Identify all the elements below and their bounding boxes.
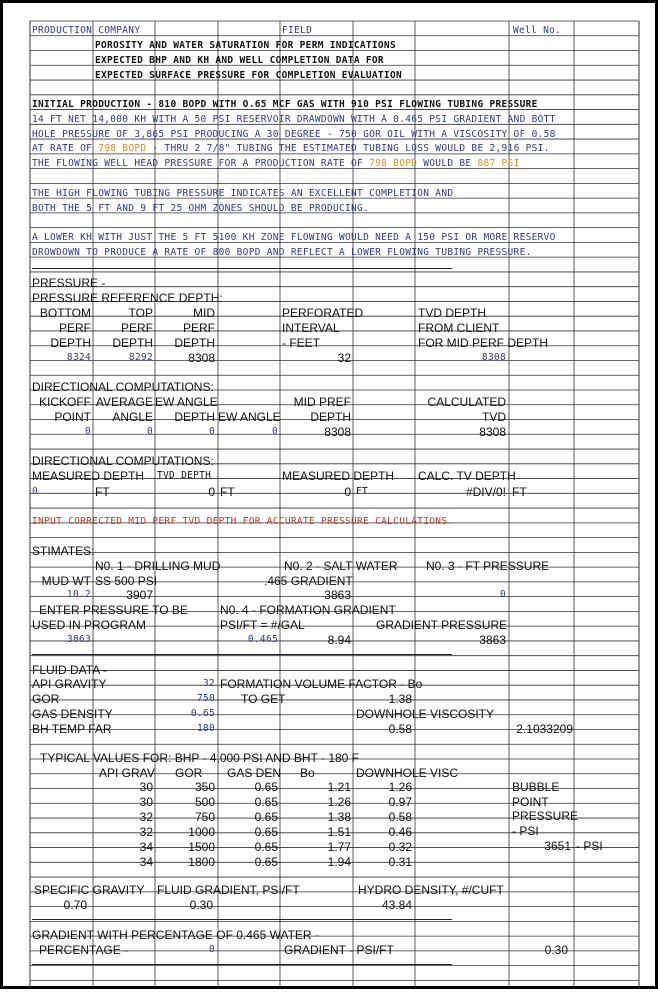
bh-temp-value[interactable]: 180 bbox=[196, 723, 215, 734]
depth-header-1: DEPTH bbox=[50, 336, 91, 350]
from-client-header: FROM CLIENT bbox=[418, 321, 500, 335]
typical-gasden-cell[interactable]: 0.65 bbox=[254, 855, 278, 869]
measured-depth-header-2: MEASURED DEPTH bbox=[282, 469, 395, 483]
col-gor: GOR bbox=[175, 766, 203, 780]
estimates-title: STIMATES: bbox=[32, 544, 95, 558]
no1-drilling-mud: N0. 1 - DRILLING MUD bbox=[95, 559, 221, 573]
typical-gasden-cell[interactable]: 0.65 bbox=[254, 840, 278, 854]
calc-tv-depth-value[interactable]: #DIV/0! bbox=[465, 485, 506, 499]
lb-gal-value[interactable]: 8.94 bbox=[327, 633, 351, 647]
typical-visc-cell[interactable]: 0.97 bbox=[388, 795, 412, 809]
depth-header: DEPTH bbox=[174, 410, 215, 424]
note-line-2[interactable]: 14 FT NET 14,000 KH WITH A 50 PSI RESERVOIR DRAWDOWN WITH A 0.465 PSI GRADIENT AND BOTT bbox=[32, 114, 556, 125]
typical-gor-cell[interactable]: 350 bbox=[194, 780, 215, 794]
company-name[interactable]: PRODUCTION COMPANY bbox=[32, 25, 141, 36]
calculated-header: CALCULATED bbox=[427, 395, 506, 409]
gradient-pressure-value[interactable]: 3863 bbox=[479, 633, 506, 647]
top-header: TOP bbox=[128, 306, 153, 320]
divider-rule bbox=[32, 268, 452, 269]
interval-header: INTERVAL bbox=[282, 321, 340, 335]
rate-798-bopd-2: 798 BOPD bbox=[369, 158, 418, 169]
mid-pref-header: MID PREF bbox=[293, 395, 351, 409]
typical-api-cell[interactable]: 32 bbox=[139, 810, 153, 824]
mud-wt-label: MUD WT bbox=[41, 574, 91, 588]
typical-bo-cell[interactable]: 1.94 bbox=[327, 855, 351, 869]
bh-temp-label: BH TEMP FAR bbox=[32, 722, 112, 736]
gradient-465-label: .465 GRADIENT bbox=[264, 574, 353, 588]
perf-header-3: PERF bbox=[182, 321, 215, 335]
typical-values-title: TYPICAL VALUES FOR: BHP - 4,000 PSI AND BHT - 180 F bbox=[40, 751, 360, 765]
typical-api-cell[interactable]: 32 bbox=[139, 825, 153, 839]
bubble-point-value[interactable]: 3651 bbox=[544, 839, 571, 853]
viscosity-calc-value[interactable]: 2.1033209 bbox=[516, 722, 573, 736]
divider-rule-3 bbox=[32, 919, 452, 920]
input-correction-note: INPUT CORRECTED MID PERF TVD DEPTH FOR ACCURATE PRESSURE CALCULATIONS. bbox=[32, 516, 454, 527]
typical-visc-cell[interactable]: 0.58 bbox=[388, 810, 412, 824]
typical-gasden-cell[interactable]: 0.65 bbox=[254, 825, 278, 839]
typical-visc-cell[interactable]: 0.31 bbox=[388, 855, 412, 869]
mid-perf-depth-value[interactable]: 8308 bbox=[188, 351, 215, 365]
ft-pressure-value[interactable]: 0 bbox=[499, 589, 506, 600]
note-line-8[interactable]: A LOWER KH WITH JUST THE 5 FT 5100 KH ZONE FLOWING WOULD NEED A 150 PSI OR MORE RESERVO bbox=[32, 232, 556, 243]
ss500-label: SS 500 PSI bbox=[95, 574, 158, 588]
depth-value[interactable]: 0 bbox=[208, 426, 215, 437]
directional-title-2: DIRECTIONAL COMPUTATIONS: bbox=[32, 454, 214, 468]
bo-value[interactable]: 1.38 bbox=[388, 692, 412, 706]
gor-value[interactable]: 750 bbox=[196, 693, 215, 704]
no2-salt-water: N0. 2 - SALT WATER bbox=[284, 559, 398, 573]
field-label[interactable]: FIELD bbox=[282, 25, 313, 36]
note-line-5[interactable] bbox=[32, 157, 520, 171]
typical-gasden-cell[interactable]: 0.65 bbox=[254, 795, 278, 809]
tvd-depth-value[interactable]: 0 bbox=[208, 485, 215, 499]
rate-798-bopd: 798 BOPD bbox=[98, 143, 147, 154]
depth-header-3: DEPTH bbox=[174, 336, 215, 350]
downhole-viscosity-label: DOWNHOLE VISCOSITY bbox=[356, 707, 495, 721]
hydro-density-value[interactable]: 43.84 bbox=[381, 898, 412, 912]
note-line-4a: AT RATE OF bbox=[32, 143, 99, 154]
kickoff-header: KICKOFF bbox=[38, 395, 91, 409]
mid-header: MID bbox=[193, 306, 215, 320]
new-angle-header: EW ANGLE bbox=[155, 395, 218, 409]
api-gravity-value[interactable]: 32 bbox=[202, 678, 215, 689]
percentage-label: PERCENTAGE - bbox=[39, 943, 129, 957]
fluid-data-title: FLUID DATA - bbox=[32, 663, 107, 677]
note-line-9[interactable]: DROWDOWN TO PRODUCE A RATE OF 800 BOPD AND REFLECT A LOWER FLOWING TUBING PRESSURE. bbox=[32, 247, 532, 258]
measured-depth-value[interactable]: 0 bbox=[32, 486, 39, 497]
fvf-label: FORMATION VOLUME FACTOR - Bo bbox=[220, 677, 423, 691]
pressure-title: PRESSURE - bbox=[32, 276, 106, 290]
perforated-header: PERFORATED bbox=[282, 306, 364, 320]
note-line-5c: WOULD BE bbox=[417, 158, 478, 169]
header-line-1[interactable]: POROSITY AND WATER SATURATION FOR PERM INDICATIONS bbox=[95, 40, 396, 51]
measured-depth-unit-2: FT bbox=[356, 486, 369, 497]
well-no-label[interactable]: Well No. bbox=[513, 25, 562, 36]
bubble-label: BUBBLE bbox=[512, 780, 560, 794]
tvd-depth-unit: FT bbox=[220, 485, 235, 499]
perf-header-1: PERF bbox=[58, 321, 91, 335]
api-gravity-label: API GRAVITY bbox=[32, 677, 107, 691]
fluid-gradient-value[interactable]: 0.30 bbox=[189, 898, 213, 912]
typical-bo-cell[interactable]: 1.51 bbox=[327, 825, 351, 839]
typical-api-cell[interactable]: 34 bbox=[139, 840, 153, 854]
typical-bo-cell[interactable]: 1.77 bbox=[327, 840, 351, 854]
calculated-tvd-value[interactable]: 8308 bbox=[479, 425, 506, 439]
calc-tv-depth-header: CALC. TV DEPTH bbox=[418, 469, 516, 483]
salt-water-value[interactable]: 3863 bbox=[324, 588, 351, 602]
header-line-2[interactable]: EXPECTED BHP AND KH AND WELL COMPLETION DATA FOR bbox=[95, 55, 384, 66]
gradient-pressure-label: GRADIENT PRESSURE bbox=[376, 618, 508, 632]
directional-title-1: DIRECTIONAL COMPUTATIONS: bbox=[32, 380, 214, 394]
specific-gravity-value[interactable]: 0.70 bbox=[63, 898, 87, 912]
mid-depth-header: DEPTH bbox=[310, 410, 351, 424]
typical-bo-cell[interactable]: 1.21 bbox=[327, 780, 351, 794]
pressure-label: PRESSURE bbox=[512, 809, 579, 823]
percentage-value[interactable]: 0 bbox=[208, 944, 215, 955]
note-line-3[interactable]: HOLE PRESSURE OF 3,865 PSI PRODUCING A 30 DEGREE - 750 GOR OIL WITH A VISCOSITY OF 0.58 bbox=[32, 129, 556, 140]
measured-depth-header: MEASURED DEPTH bbox=[32, 469, 145, 483]
average-header: AVERAGE bbox=[95, 395, 153, 409]
typical-visc-cell[interactable]: 1.26 bbox=[388, 780, 412, 794]
typical-api-cell[interactable]: 34 bbox=[139, 855, 153, 869]
enter-pressure-label: ENTER PRESSURE TO BE bbox=[39, 603, 188, 617]
typical-visc-cell[interactable]: 0.46 bbox=[388, 825, 412, 839]
typical-bo-cell[interactable]: 1.38 bbox=[327, 810, 351, 824]
typical-gor-cell[interactable]: 750 bbox=[194, 810, 215, 824]
hydro-density-label: HYDRO DENSITY, #/CUFT bbox=[358, 883, 504, 897]
tvd-mid-perf-value[interactable]: 8308 bbox=[481, 352, 506, 363]
new-angle-header-2: EW ANGLE bbox=[218, 410, 281, 424]
used-in-program-label: USED IN PROGRAM bbox=[32, 618, 147, 632]
gradient-psi-ft-label: GRADIENT - PSI/FT bbox=[284, 943, 394, 957]
kickoff-value[interactable]: 0 bbox=[84, 426, 91, 437]
perf-header-2: PERF bbox=[120, 321, 153, 335]
mud-weight-value[interactable]: 10.2 bbox=[66, 589, 91, 600]
typical-gor-cell[interactable]: 1800 bbox=[188, 855, 215, 869]
top-perf-depth-value[interactable]: 8292 bbox=[128, 352, 153, 363]
gas-density-value[interactable]: 0.65 bbox=[190, 708, 215, 719]
angle-header: ANGLE bbox=[112, 410, 153, 424]
to-get-label: TO GET bbox=[241, 692, 286, 706]
fluid-gradient-label: FLUID GRADIENT, PSI/FT bbox=[157, 883, 300, 897]
ss500-value[interactable]: 3907 bbox=[126, 588, 153, 602]
note-line-6[interactable]: THE HIGH FLOWING TUBING PRESSURE INDICATES AN EXCELLENT COMPLETION AND bbox=[32, 188, 454, 199]
note-line-7[interactable]: BOTH THE 5 FT AND 9 FT 25 OHM ZONES SHOULD BE PRODUCING. bbox=[32, 203, 370, 214]
mid-pref-depth-value[interactable]: 8308 bbox=[324, 425, 351, 439]
typical-bo-cell[interactable]: 1.26 bbox=[327, 795, 351, 809]
measured-depth-value-2[interactable]: 0 bbox=[344, 485, 351, 499]
psi-ft-value[interactable]: 0.465 bbox=[247, 634, 278, 645]
specific-gravity-label: SPECIFIC GRAVITY bbox=[34, 883, 145, 897]
tvd-depth-header-2: TVD DEPTH bbox=[157, 470, 212, 481]
for-mid-perf-header: FOR MID PERF DEPTH bbox=[418, 336, 549, 350]
new-angle-value[interactable]: 0 bbox=[271, 426, 278, 437]
col-downhole-visc: DOWNHOLE VISC bbox=[356, 766, 459, 780]
psi-ft-gal-label: PSI/FT = #/GAL bbox=[220, 618, 305, 632]
average-angle-value[interactable]: 0 bbox=[146, 426, 153, 437]
wellhead-887-psi: 887 PSI bbox=[477, 158, 520, 169]
point-label: POINT bbox=[512, 795, 549, 809]
typical-gor-cell[interactable]: 500 bbox=[194, 795, 215, 809]
calc-tv-depth-unit: FT bbox=[512, 485, 527, 499]
used-pressure-value[interactable]: 3863 bbox=[66, 634, 91, 645]
measured-depth-unit: FT bbox=[95, 485, 110, 499]
initial-production-note[interactable]: INITIAL PRODUCTION - 810 BOPD WITH O.65 MCF GAS WITH 910 PSI FLOWING TUBING PRESSURE bbox=[32, 99, 538, 110]
col-api-grav: API GRAV bbox=[99, 766, 155, 780]
gor-label: GOR bbox=[32, 692, 60, 706]
downhole-viscosity-value[interactable]: 0.58 bbox=[388, 722, 412, 736]
typical-gor-cell[interactable]: 1500 bbox=[188, 840, 215, 854]
feet-header: - FEET bbox=[282, 336, 320, 350]
bottom-header: BOTTOM bbox=[39, 306, 91, 320]
tvd-depth-header: TVD DEPTH bbox=[418, 306, 487, 320]
typical-gor-cell[interactable]: 1000 bbox=[188, 825, 215, 839]
col-bo: Bo bbox=[300, 766, 315, 780]
bottom-perf-depth-value[interactable]: 8324 bbox=[66, 352, 91, 363]
gas-density-label: GAS DENSITY bbox=[32, 707, 113, 721]
col-gas-den: GAS DEN bbox=[227, 766, 282, 780]
point-header: POINT bbox=[54, 410, 91, 424]
note-line-4c: - THRU 2 7/8" TUBING THE ESTIMATED TUBING LOSS WOULD BE 2,916 PSI. bbox=[146, 143, 550, 154]
typical-gasden-cell[interactable]: 0.65 bbox=[254, 810, 278, 824]
note-line-5a: THE FLOWING WELL HEAD PRESSURE FOR A PRODUCTION RATE OF bbox=[32, 158, 370, 169]
gradient-psi-ft-value[interactable]: 0.30 bbox=[544, 943, 568, 957]
bubble-point-unit: - PSI bbox=[576, 839, 603, 853]
tvd-header: TVD bbox=[482, 410, 506, 424]
gradient-water-title: GRADIENT WITH PERCENTAGE OF 0.465 WATER - bbox=[32, 928, 319, 942]
no3-ft-pressure: N0. 3 - FT PRESSURE bbox=[426, 559, 550, 573]
divider-rule-4 bbox=[32, 964, 452, 965]
depth-header-2: DEPTH bbox=[112, 336, 153, 350]
pressure-ref-depth-label: PRESSURE REFERENCE DEPTH: bbox=[32, 291, 223, 305]
typical-api-cell[interactable]: 30 bbox=[139, 780, 153, 794]
note-line-4[interactable] bbox=[32, 142, 550, 156]
psi-label: - PSI bbox=[512, 824, 539, 838]
typical-api-cell[interactable]: 30 bbox=[139, 795, 153, 809]
divider-rule-2 bbox=[32, 654, 452, 655]
header-line-3[interactable]: EXPECTED SURFACE PRESSURE FOR COMPLETION EVALUATION bbox=[95, 70, 402, 81]
typical-gasden-cell[interactable]: 0.65 bbox=[254, 780, 278, 794]
typical-visc-cell[interactable]: 0.32 bbox=[388, 840, 412, 854]
no4-formation-gradient: N0. 4 - FORMATION GRADIENT bbox=[220, 603, 396, 617]
interval-feet-value[interactable]: 32 bbox=[337, 351, 351, 365]
